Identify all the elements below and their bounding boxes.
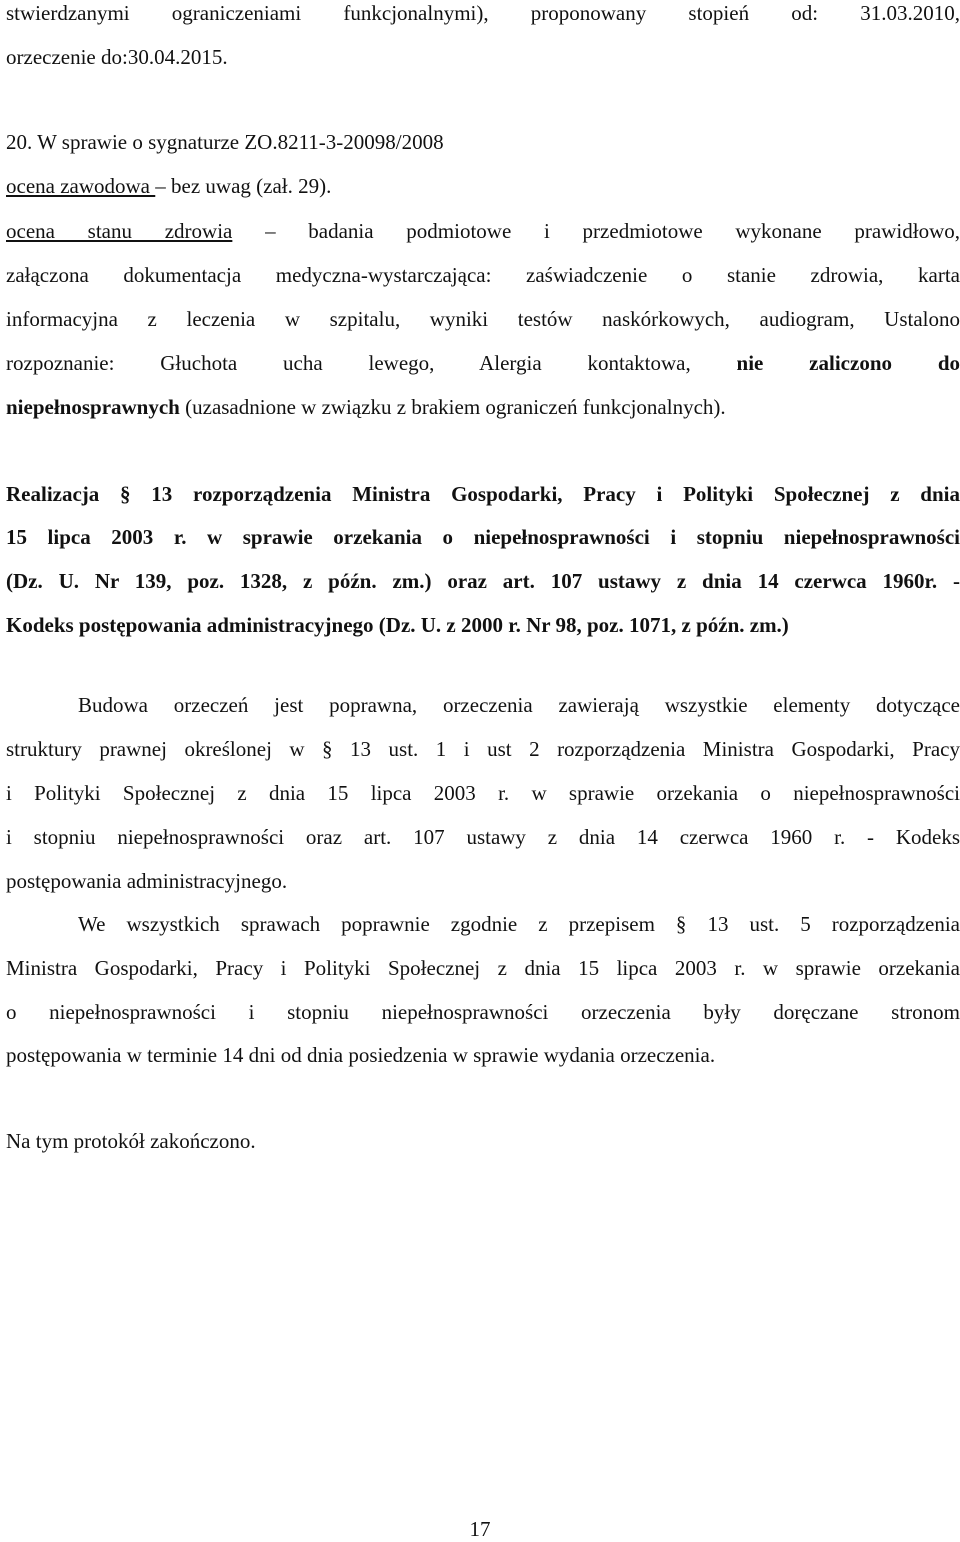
bold-paragraph-line: Realizacja § 13 rozporządzenia Ministra Gospodarki, Pracy i Polityki Społecznej z dnia <box>6 482 960 506</box>
closing-statement: Na tym protokół zakończono. <box>6 1129 256 1153</box>
paragraph-line <box>6 218 960 244</box>
paragraph-line: We wszystkich sprawach poprawnie zgodnie z przepisem § 13 ust. 5 rozporządzenia <box>78 912 960 936</box>
page-number: 17 <box>469 1517 491 1541</box>
paragraph-line: struktury prawnej określonej w § 13 ust. 1 i ust 2 rozporządzenia Ministra Gospodarki, Pracy <box>6 737 960 761</box>
paragraph-line: o niepełnosprawności i stopniu niepełnosprawności orzeczenia były doręczane stronom <box>6 1000 960 1024</box>
paragraph-line: orzeczenie do:30.04.2015. <box>6 45 228 69</box>
paragraph-line: i Polityki Społecznej z dnia 15 lipca 2003 r. w sprawie orzekania o niepełnosprawności <box>6 781 960 805</box>
paragraph-line <box>6 173 960 199</box>
underlined-label: ocena stanu zdrowia <box>6 219 233 243</box>
text-span: (uzasadnione w związku z brakiem ograniczeń funkcjonalnych). <box>179 395 726 419</box>
paragraph-line: Budowa orzeczeń jest poprawna, orzeczenia zawierają wszystkie elementy dotyczące <box>78 693 960 717</box>
text-span: – bez uwag (zał. 29). <box>155 174 332 198</box>
bold-verdict: nie zaliczono do <box>736 351 960 375</box>
bold-paragraph-line: (Dz. U. Nr 139, poz. 1328, z późn. zm.) oraz art. 107 ustawy z dnia 14 czerwca 1960r. - <box>6 569 960 593</box>
bold-verdict: niepełnosprawnych <box>6 395 180 419</box>
paragraph-line: informacyjna z leczenia w szpitalu, wyniki testów naskórkowych, audiogram, Ustalono <box>6 307 960 331</box>
paragraph-line: załączona dokumentacja medyczna-wystarczająca: zaświadczenie o stanie zdrowia, karta <box>6 263 960 287</box>
underlined-label: ocena zawodowa <box>6 174 156 198</box>
paragraph-line <box>6 350 960 376</box>
paragraph-line: postępowania administracyjnego. <box>6 869 288 893</box>
bold-paragraph-line: Kodeks postępowania administracyjnego (Dz. U. z 2000 r. Nr 98, poz. 1071, z późn. zm.) <box>6 613 789 637</box>
text-span: – badania podmiotowe i przedmiotowe wykonane prawidłowo, <box>232 219 960 243</box>
paragraph-line <box>6 394 960 420</box>
paragraph-line: stwierdzanymi ograniczeniami funkcjonalnymi), proponowany stopień od: 31.03.2010, <box>6 1 960 25</box>
case-heading: 20. W sprawie o sygnaturze ZO.8211-3-20098/2008 <box>6 130 444 154</box>
paragraph-line: i stopniu niepełnosprawności oraz art. 107 ustawy z dnia 14 czerwca 1960 r. - Kodeks <box>6 825 960 849</box>
bold-paragraph-line: 15 lipca 2003 r. w sprawie orzekania o niepełnosprawności i stopniu niepełnosprawności <box>6 525 960 549</box>
paragraph-line: postępowania w terminie 14 dni od dnia posiedzenia w sprawie wydania orzeczenia. <box>6 1043 716 1067</box>
paragraph-line: Ministra Gospodarki, Pracy i Polityki Społecznej z dnia 15 lipca 2003 r. w sprawie orzekania <box>6 956 960 980</box>
text-span: rozpoznanie: Głuchota ucha lewego, Alergia kontaktowa, <box>6 351 737 375</box>
